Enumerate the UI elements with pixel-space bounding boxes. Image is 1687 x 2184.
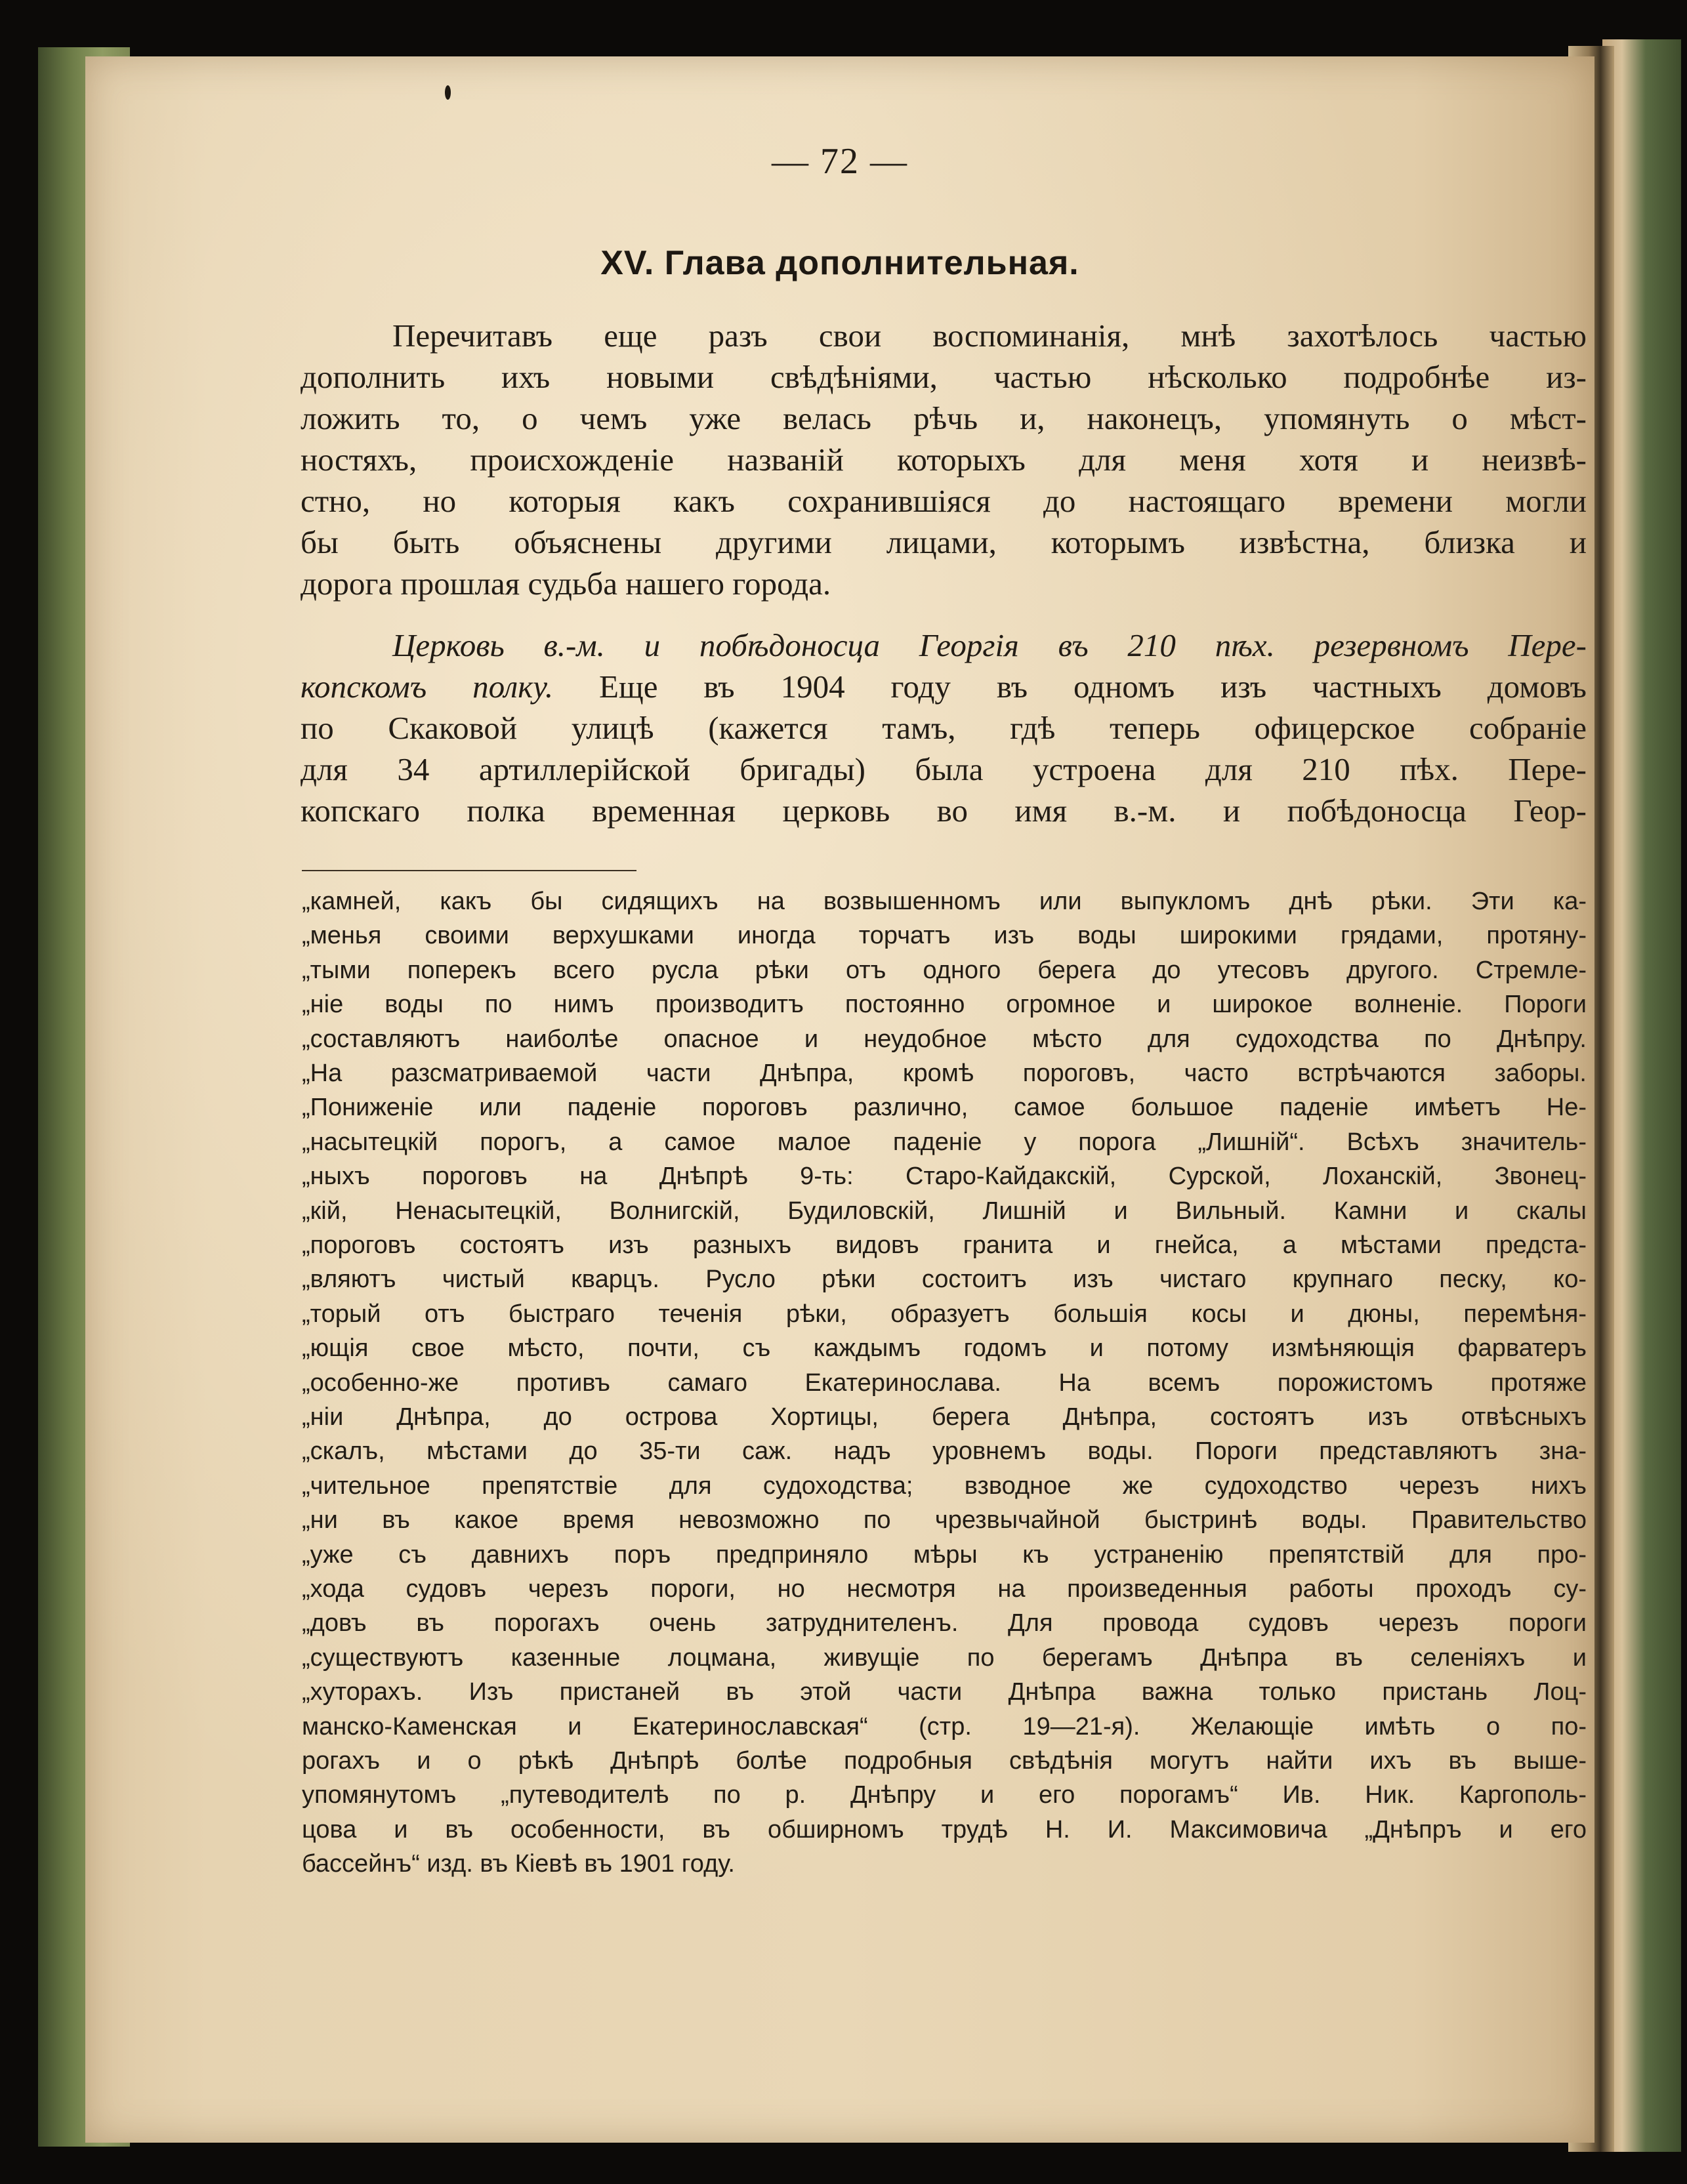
footnote-line: „кій, Ненасытецкій, Волнигскій, Будиловскій, Лишній и Вильный. Камни и скалы xyxy=(302,1197,1587,1225)
footnote-line: „хуторахъ. Изъ пристаней въ этой части Днѣпра важна только пристань Лоц- xyxy=(302,1678,1587,1706)
body-line: стно, но которыя какъ сохранившіяся до настоящаго времени могли xyxy=(301,483,1587,519)
chapter-title: XV. Глава дополнительная. xyxy=(600,244,1079,282)
footnote-line: „тыми поперекъ всего русла рѣки отъ одного берега до утесовъ другого. Стремле- xyxy=(302,956,1587,984)
footnote-line: манско-Каменская и Екатеринославская“ (стр. 19—21-я). Желающіе имѣть о по- xyxy=(302,1712,1587,1741)
footnote-line: цова и въ особенности, въ обширномъ трудѣ Н. И. Максимовича „Днѣпръ и его xyxy=(302,1815,1587,1844)
body-line: ностяхъ, происхожденіе названій которыхъ для меня хотя и неизвѣ- xyxy=(301,442,1587,478)
body-line-text: Еще въ 1904 году въ одномъ изъ частныхъ домовъ xyxy=(599,669,1587,705)
body-line xyxy=(301,666,1587,707)
section-heading-end: копскомъ полку. xyxy=(301,669,554,705)
body-line: копскаго полка временная церковь во имя в.-м. и побѣдоносца Геор- xyxy=(301,793,1587,829)
footnote-line: „На разсматриваемой части Днѣпра, кромѣ пороговъ, часто встрѣчаются заборы. xyxy=(302,1060,1587,1087)
footnote-line: „чительное препятствіе для судоходства; взводное же судоходство черезъ нихъ xyxy=(302,1472,1587,1500)
footnote-line: „хода судовъ черезъ пороги, но несмотря на произведенныя работы проходъ су- xyxy=(302,1575,1587,1603)
body-line: по Скаковой улицѣ (кажется тамъ, гдѣ теперь офицерское собраніе xyxy=(301,710,1587,746)
footnote-line: „составляютъ наиболѣе опасное и неудобное мѣсто для судоходства по Днѣпру. xyxy=(302,1025,1587,1053)
footnote-line: „Пониженіе или паденіе пороговъ различно, самое большое паденіе имѣетъ Не- xyxy=(302,1094,1587,1122)
section-heading: Церковь в.-м. и побѣдоносца Георгія въ 210 пѣх. резервномъ Пере- xyxy=(392,627,1587,663)
footnote-line: „довъ въ порогахъ очень затруднителенъ. Для провода судовъ черезъ пороги xyxy=(302,1609,1587,1638)
footnote-line: „ющія свое мѣсто, почти, съ каждымъ годомъ и потому измѣняющія фарватеръ xyxy=(302,1334,1587,1363)
body-line: ложить то, о чемъ уже велась рѣчь и, наконецъ, упомянуть о мѣст- xyxy=(301,400,1587,436)
body-line: дорога прошлая судьба нашего города. xyxy=(301,566,831,602)
footnote-line: „насытецкій порогъ, а самое малое паденіе у порога „Лишній“. Всѣхъ значитель- xyxy=(302,1128,1587,1156)
footnote-line: „скалъ, мѣстами до 35-ти саж. надъ уровнемъ воды. Пороги представляютъ зна- xyxy=(302,1437,1587,1466)
footnote-line: „пороговъ состоятъ изъ разныхъ видовъ гранита и гнейса, а мѣстами предста- xyxy=(302,1231,1587,1259)
footnote-line: „уже съ давнихъ поръ предприняло мѣры къ устраненію препятствій для про- xyxy=(302,1540,1587,1569)
body-line: для 34 артиллерійской бригады) была устроена для 210 пѣх. Пере- xyxy=(301,751,1587,787)
body-line: Перечитавъ еще разъ свои воспоминанія, мнѣ захотѣлось частью xyxy=(392,318,1587,354)
book-page xyxy=(85,56,1594,2143)
footnote-line: упомянутомъ „путеводителѣ по р. Днѣпру и его порогамъ“ Ив. Ник. Каргополь- xyxy=(302,1781,1587,1809)
footnote-line: „торый отъ быстраго теченія рѣки, образуетъ большія косы и дюны, перемѣня- xyxy=(302,1300,1587,1328)
footnote-rule xyxy=(302,870,636,871)
footnote-line: „ныхъ пороговъ на Днѣпрѣ 9-ть: Старо-Кайдакскій, Сурской, Лоханскій, Звонец- xyxy=(302,1163,1587,1191)
body-line: дополнить ихъ новыми свѣдѣніями, частью нѣсколько подробнѣе из- xyxy=(301,359,1587,395)
footnote-line: „существуютъ казенные лоцмана, живущіе по берегамъ Днѣпра въ селеніяхъ и xyxy=(302,1643,1587,1672)
footnote-line: бассейнъ“ изд. въ Кіевѣ въ 1901 году. xyxy=(302,1850,735,1878)
footnote-line: „менья своими верхушками иногда торчатъ изъ воды широкими грядами, протяну- xyxy=(302,922,1587,950)
body-line: бы быть объяснены другими лицами, которымъ извѣстна, близка и xyxy=(301,524,1587,560)
footnote-line: „камней, какъ бы сидящихъ на возвышенномъ или выпукломъ днѣ рѣки. Эти ка- xyxy=(302,888,1587,915)
ink-speck xyxy=(445,85,451,100)
footnote-line: „вляютъ чистый кварцъ. Русло рѣки состоитъ изъ чистаго крупнаго песку, ко- xyxy=(302,1266,1587,1294)
book-cover-right xyxy=(1602,39,1681,2152)
footnote-line: „ніе воды по нимъ производитъ постоянно огромное и широкое волненіе. Пороги xyxy=(302,991,1587,1019)
footnote-line: рогахъ и о рѣкѣ Днѣпрѣ болѣе подробныя свѣдѣнія могутъ найти ихъ въ выше- xyxy=(302,1747,1587,1775)
footnote-line: „ни въ какое время невозможно по чрезвычайной быстринѣ воды. Правительство xyxy=(302,1506,1587,1535)
footnote-line: „особенно-же противъ самаго Екатеринослава. На всемъ порожистомъ протяже xyxy=(302,1369,1587,1397)
footnote-line: „ніи Днѣпра, до острова Хортицы, берега Днѣпра, состоятъ изъ отвѣсныхъ xyxy=(302,1403,1587,1431)
page-number: — 72 — xyxy=(772,141,908,182)
